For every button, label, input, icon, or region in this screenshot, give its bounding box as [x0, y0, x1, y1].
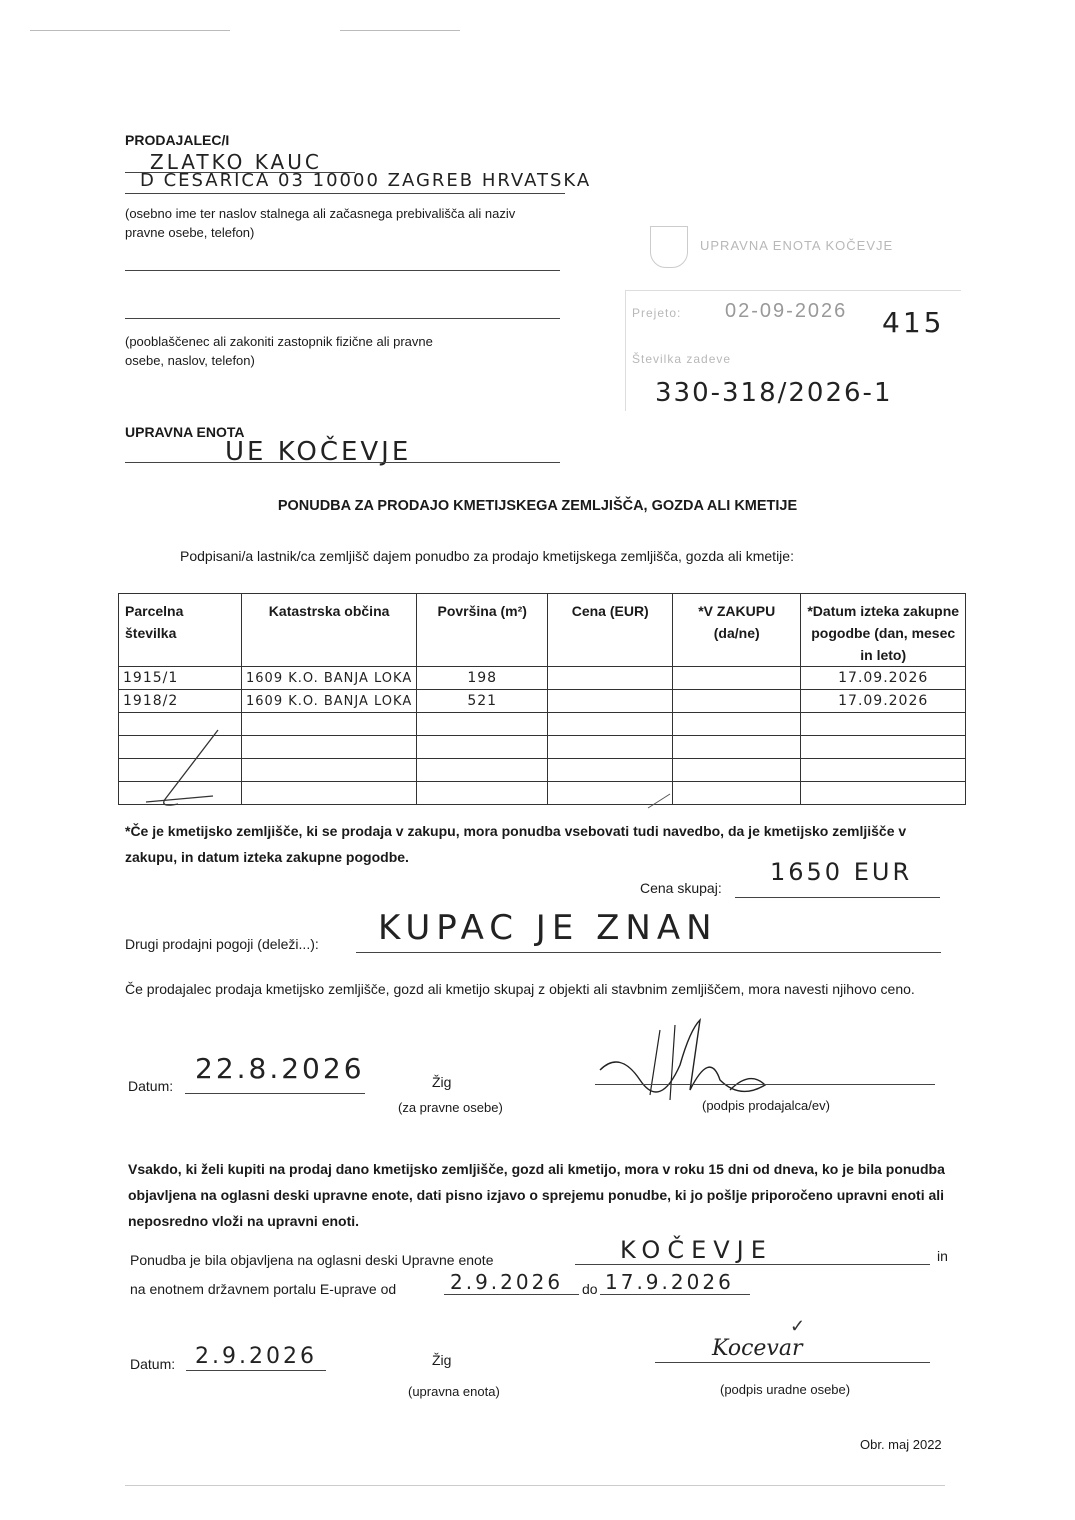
- scan-artifact: [340, 30, 460, 31]
- col-header: Katastrska občina: [242, 594, 417, 667]
- seller-address: D CESARICA 03 10000 ZAGREB HRVATSKA: [140, 170, 592, 191]
- cell: [548, 667, 673, 690]
- col-header: Parcelna številka: [119, 594, 242, 667]
- table-row: [119, 690, 966, 713]
- cell: [548, 690, 673, 713]
- cell: 1609 K.O. BANJA LOKA: [242, 667, 417, 690]
- published-and: in: [937, 1248, 948, 1264]
- col-header: Površina (m²): [417, 594, 548, 667]
- cell: [673, 667, 801, 690]
- col-header: *Datum izteka zakupne pogodbe (dan, mesec in leto): [801, 594, 966, 667]
- admin-stamp-label: Žig: [432, 1352, 452, 1368]
- cell: 521: [417, 690, 548, 713]
- official-signature-label: (podpis uradne osebe): [720, 1382, 851, 1397]
- seller-note: (osebno ime ter naslov stalnega ali začasnega prebivališča ali naziv pravne osebe, telefon): [125, 206, 516, 240]
- seller-signature: [590, 1010, 790, 1110]
- scan-artifact: [30, 30, 230, 31]
- form-reference: Obr. maj 2022: [860, 1437, 942, 1452]
- other-terms-value: KUPAC JE ZNAN: [378, 908, 718, 948]
- seller-name: ZLATKO KAUC: [150, 150, 322, 174]
- cell: [673, 690, 801, 713]
- seller-date: 22.8.2026: [195, 1052, 365, 1085]
- total-label: Cena skupaj:: [640, 880, 722, 896]
- agent-note: (pooblaščenec ali zakoniti zastopnik fizične ali pravne osebe, naslov, telefon): [125, 334, 433, 368]
- other-terms-label: Drugi prodajni pogoji (deleži...):: [125, 936, 319, 952]
- received-count: 415: [882, 306, 945, 339]
- seller-date-label: Datum:: [128, 1078, 174, 1094]
- notice-text: Vsakdo, ki želi kupiti na prodaj dano kmetijsko zemljišče, gozd ali kmetijo, mora v roku 15 dni od dneva, ko je bila ponudba objavljena na oglasni deski upravne enote, dati pisno izjavo o sprejemu ponudbe, ki jo pošlje priporočeno upravni enoti ali neposredno vloži na upravni enoti.: [128, 1161, 945, 1229]
- admin-date: 2.9.2026: [195, 1344, 317, 1369]
- cell: 198: [417, 667, 548, 690]
- admin-date-label: Datum:: [130, 1356, 176, 1372]
- table-footnote: *Če je kmetijsko zemljišče, ki se prodaja v zakupu, mora ponudba vsebovati tudi navedbo, da je kmetijsko zemljišče v zakupu, in datum izteka zakupne pogodbe.: [125, 823, 907, 865]
- strike-marks: [118, 720, 948, 815]
- cell: 1915/1: [119, 667, 242, 690]
- admin-stamp-sub: (upravna enota): [408, 1384, 500, 1399]
- cell: 17.09.2026: [801, 690, 966, 713]
- seller-signature-label: (podpis prodajalca/ev): [702, 1098, 830, 1113]
- seller-stamp-label: Žig: [432, 1074, 452, 1090]
- received-date: 02-09-2026: [725, 300, 848, 322]
- published-unit: KOČEVJE: [620, 1236, 773, 1264]
- admin-unit-heading: UPRAVNA ENOTA: [125, 424, 245, 440]
- published-from: 2.9.2026: [450, 1270, 564, 1294]
- col-header: *V ZAKUPU (da/ne): [673, 594, 801, 667]
- coat-of-arms-icon: [650, 226, 688, 268]
- official-signature: Kocevar: [712, 1336, 803, 1361]
- table-row: [119, 667, 966, 690]
- case-label: Številka zadeve: [632, 352, 732, 366]
- published-to: 17.9.2026: [605, 1270, 734, 1294]
- published-label: Ponudba je bila objavljena na oglasni deski Upravne enote: [130, 1252, 494, 1268]
- portal-label: na enotnem državnem portalu E-uprave od: [130, 1281, 397, 1297]
- scan-artifact: [125, 1485, 945, 1486]
- check-mark-icon: ✓: [790, 1316, 806, 1336]
- seller-heading: PRODAJALEC/I: [125, 132, 230, 148]
- col-header: Cena (EUR): [548, 594, 673, 667]
- admin-unit-value: UE KOČEVJE: [225, 437, 412, 467]
- stamp-org: UPRAVNA ENOTA KOČEVJE: [700, 238, 894, 253]
- form-intro: Podpisani/a lastnik/ca zemljišč dajem ponudbo za prodajo kmetijskega zemljišča, gozda ali kmetije:: [180, 548, 794, 564]
- form-title: PONUDBA ZA PRODAJO KMETIJSKEGA ZEMLJIŠČA, GOZDA ALI KMETIJE: [277, 498, 798, 514]
- cell: 1609 K.O. BANJA LOKA: [242, 690, 417, 713]
- objects-note: Če prodajalec prodaja kmetijsko zemljišče, gozd ali kmetijo skupaj z objekti ali stavbnim zemljiščem, mora navesti njihovo ceno.: [125, 981, 915, 997]
- published-to-word: do: [582, 1281, 598, 1297]
- received-label: Prejeto:: [632, 306, 682, 320]
- total-value: 1650 EUR: [770, 858, 913, 886]
- case-number: 330-318/2026-1: [655, 378, 893, 408]
- cell: 1918/2: [119, 690, 242, 713]
- seller-stamp-sub: (za pravne osebe): [398, 1100, 503, 1115]
- cell: 17.09.2026: [801, 667, 966, 690]
